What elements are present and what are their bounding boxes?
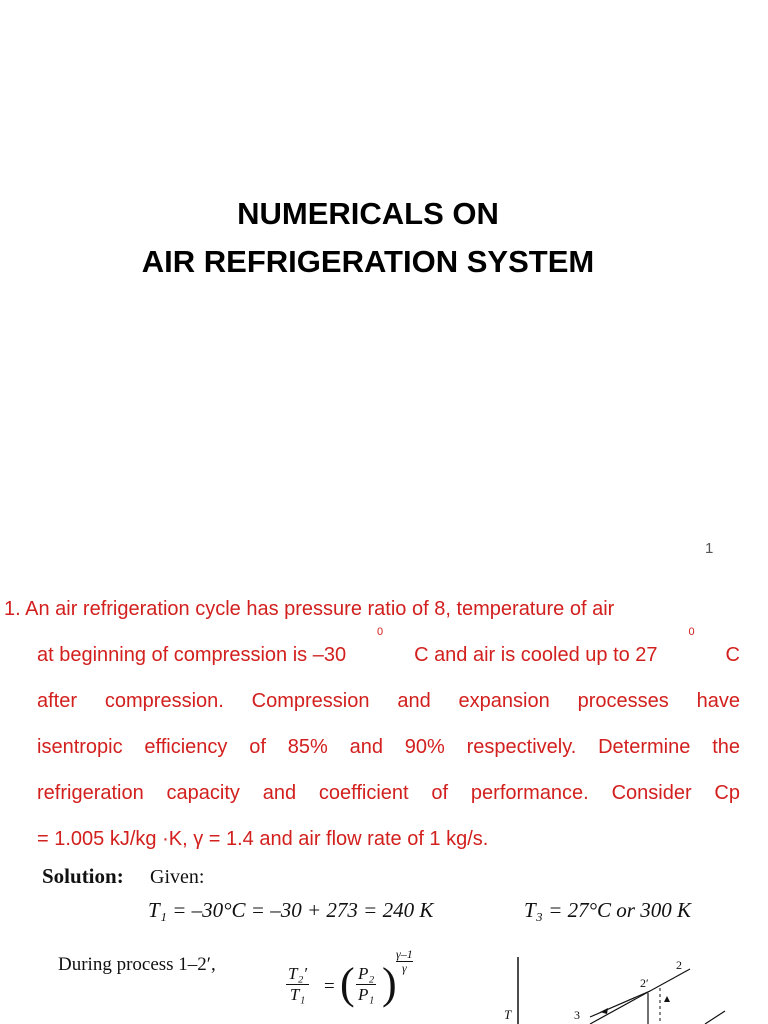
page-number: 1 (705, 540, 714, 557)
problem-line-3-word: expansion (458, 690, 550, 712)
slide-title (0, 190, 736, 286)
problem-line-3 (0, 678, 740, 724)
during-process-label: During process 1–2′, (58, 954, 216, 975)
problem-statement (0, 586, 740, 862)
problem-line-5-word: capacity (166, 782, 240, 804)
problem-line-5-word: refrigeration (37, 782, 144, 804)
equation-t3: T₃ = 27°C or 300 K (524, 898, 691, 922)
diagram-point-2: 2 (676, 958, 682, 972)
diagram-axis-label: T (504, 1007, 512, 1022)
problem-line-4-word: and (349, 736, 383, 758)
problem-line-4-word: isentropic (37, 736, 123, 758)
problem-line-5-word: Consider (611, 782, 692, 804)
problem-line-4-word: respectively. (466, 736, 577, 758)
problem-line-4-word: 85% (287, 736, 328, 758)
problem-line-4-word: the (712, 736, 740, 758)
problem-line-4-word: Determine (598, 736, 691, 758)
problem-line-2b: C and air is cooled up to 27 (414, 644, 658, 666)
ts-diagram (500, 955, 740, 1024)
diagram-point-2prime: 2′ (640, 976, 649, 990)
given-label: Given: (150, 866, 205, 888)
problem-line-2: at beginning of compression is –30 0 C and air is cooled up to 27 0 C (0, 632, 740, 678)
problem-line-6: = 1.005 kJ/kg ·K, γ = 1.4 and air flow rate of 1 kg/s. (37, 828, 489, 850)
problem-line-3-word: after (37, 690, 78, 712)
right-paren: ) (382, 959, 397, 1008)
problem-line-5-word: Cp (714, 782, 740, 804)
diagram-arrow-left (600, 1008, 608, 1014)
problem-line-2a: at beginning of compression is –30 (37, 644, 347, 666)
problem-line-4-word: 90% (404, 736, 445, 758)
problem-line-2c: C (725, 644, 740, 666)
problem-line-5-word: performance. (470, 782, 589, 804)
equals-sign: = (324, 976, 335, 997)
diagram-line-lower (705, 1011, 725, 1024)
problem-line-3-word: compression. (104, 690, 224, 712)
problem-line-4-word: of (249, 736, 266, 758)
problem-line-4-word: efficiency (144, 736, 228, 758)
problem-line-5-word: of (431, 782, 449, 804)
equation-t1: T₁ = –30°C = –30 + 273 = 240 K (148, 898, 434, 922)
problem-line-5 (0, 770, 740, 816)
problem-line-1: 1. An air refrigeration cycle has pressure ratio of 8, temperature of air (4, 598, 615, 620)
fraction-t2-t1: $\frac{\text{T₂′}}{\text{T₁}}$ (288, 964, 308, 1004)
diagram-line-cooling (590, 991, 650, 1017)
problem-line-5-word: and (262, 782, 297, 804)
title-line-2: AIR REFRIGERATION SYSTEM (141, 244, 595, 279)
problem-line-4 (0, 724, 740, 770)
solution-label: Solution: (42, 864, 124, 888)
diagram-arrow-up (664, 996, 670, 1002)
exponent-gamma: $\frac{\gamma-1}{\gamma}$ (396, 947, 413, 975)
problem-line-3-word: and (397, 690, 431, 712)
diagram-point-3: 3 (574, 1008, 580, 1022)
problem-line-3-word: Compression (251, 690, 370, 712)
left-paren: ( (340, 959, 355, 1008)
fraction-p2-p1: $\frac{\text{P₂}}{\text{P₁}}$ (358, 964, 375, 1004)
problem-line-5-word: coefficient (318, 782, 409, 804)
title-line-1: NUMERICALS ON (237, 196, 499, 231)
problem-line-3-word: processes (577, 690, 669, 712)
problem-line-3-word: have (696, 690, 740, 712)
